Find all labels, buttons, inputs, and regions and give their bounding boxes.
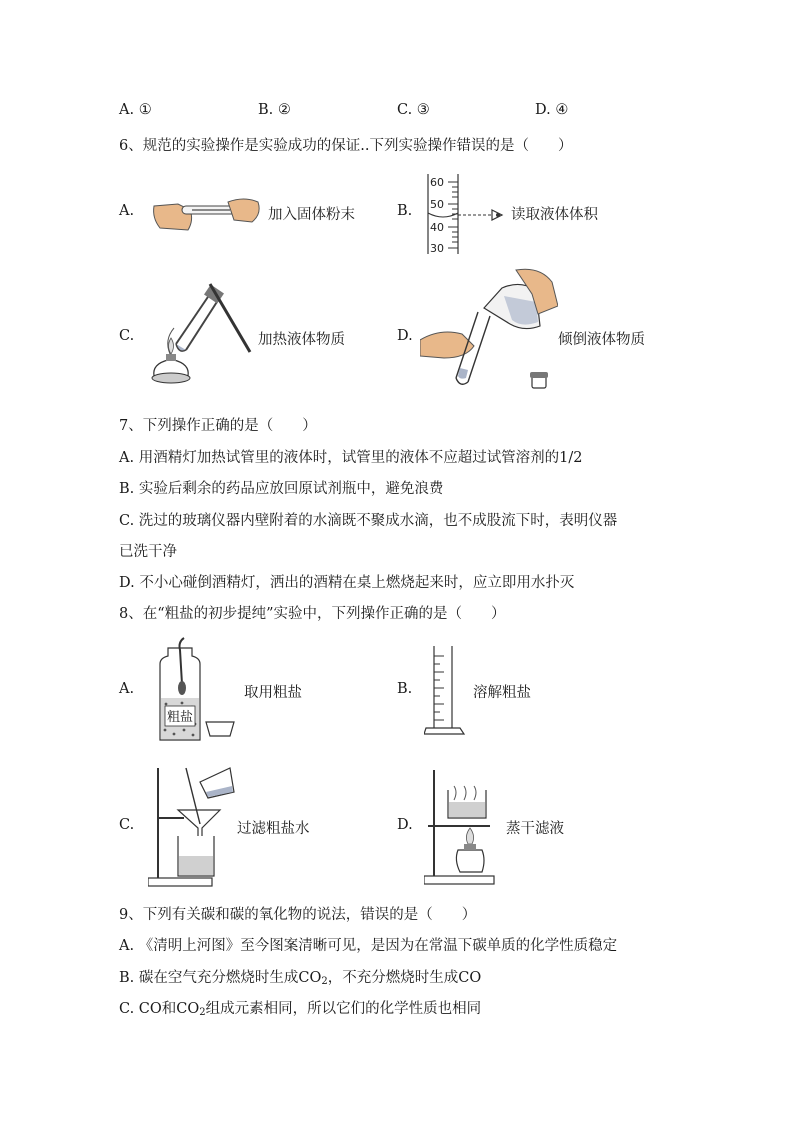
q8-stem: 8、在“粗盐的初步提纯”实验中，下列操作正确的是（ ） [119,606,506,622]
q8-option-b-letter[interactable]: B. [397,681,413,697]
pouring-liquid-illustration [420,266,558,398]
q9-stem: 9、下列有关碳和碳的氧化物的说法，错误的是（ ） [119,907,477,923]
q8-option-d-letter[interactable]: D. [397,817,413,833]
q8-option-d-caption: 蒸干滤液 [506,821,564,837]
q9-option-c[interactable]: C. CO和$CO_2$组成元素相同，所以它们的化学性质也相同 [119,1001,482,1018]
evaporation-illustration [424,768,512,886]
q7-option-a[interactable]: A. 用酒精灯加热试管里的液体时，试管里的液体不应超过试管溶剂的1/2 [119,450,583,466]
q6-option-c-letter[interactable]: C. [119,328,135,344]
q6-stem: 6、规范的实验操作是实验成功的保证..下列实验操作错误的是（ ） [119,138,573,154]
q7-option-c-line2[interactable]: 已洗干净 [119,544,177,560]
q7-option-b[interactable]: B. 实验后剩余的药品应放回原试剂瓶中，避免浪费 [119,481,444,497]
q8-option-b-caption: 溶解粗盐 [473,685,531,701]
q7-option-d[interactable]: D. 不小心碰倒酒精灯，洒出的酒精在桌上燃烧起来时，应立即用水扑灭 [119,575,575,591]
q8-option-a-caption: 取用粗盐 [244,685,302,701]
graduated-cylinder-reading-illustration [424,172,514,256]
q7-option-c-line1[interactable]: C. 洗过的玻璃仪器内壁附着的水滴既不聚成水滴，也不成股流下时，表明仪器 [119,513,618,529]
q9-option-b[interactable]: B. 碳在空气充分燃烧时生成$CO_2$，不充分燃烧时生成CO [119,970,482,987]
q9-option-a[interactable]: A. 《清明上河图》至今图案清晰可见，是因为在常温下碳单质的化学性质稳定 [119,938,618,954]
q8-option-c-letter[interactable]: C. [119,817,135,833]
salt-jar-illustration [148,636,248,744]
q8-option-a-letter[interactable]: A. [119,681,135,697]
filtration-illustration [148,764,240,888]
q6-option-c-caption: 加热液体物质 [258,332,345,348]
q5-option-b[interactable]: B. ② [258,102,291,118]
q6-option-b-caption: 读取液体体积 [511,207,598,223]
q5-option-d[interactable]: D. ④ [535,102,569,118]
cylinder-tick-30: 30 [430,242,444,255]
cylinder-tick-40: 40 [430,221,444,234]
q7-stem: 7、下列操作正确的是（ ） [119,418,317,434]
q8-option-c-caption: 过滤粗盐水 [237,821,310,837]
q6-option-d-caption: 倾倒液体物质 [558,332,645,348]
q6-option-b-letter[interactable]: B. [397,203,413,219]
add-powder-illustration [148,188,266,236]
jar-label: 粗盐 [167,710,194,725]
q5-option-c[interactable]: C. ③ [397,102,430,118]
dissolving-cylinder-illustration [424,644,468,736]
cylinder-tick-60: 60 [430,176,444,189]
q5-option-a[interactable]: A. ① [119,102,152,118]
cylinder-tick-50: 50 [430,198,444,211]
heating-test-tube-illustration [146,280,256,390]
q6-option-a-letter[interactable]: A. [119,203,135,219]
q6-option-a-caption: 加入固体粉末 [268,207,355,223]
q6-option-d-letter[interactable]: D. [397,328,413,344]
